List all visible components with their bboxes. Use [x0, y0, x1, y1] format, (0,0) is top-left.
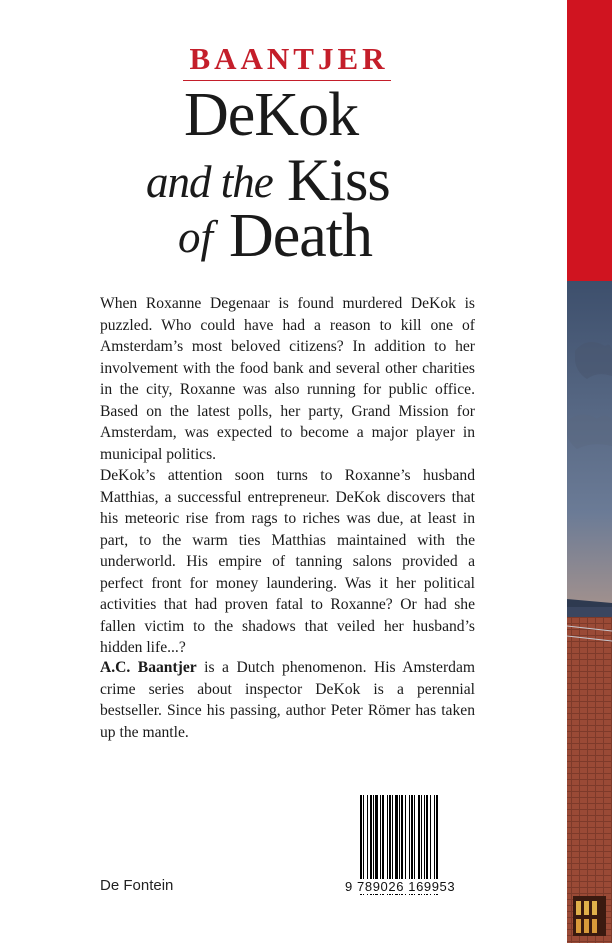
- title-line-2-italic: and the: [146, 157, 273, 207]
- author-name: BAANTJER: [189, 41, 389, 76]
- blurb-paragraph-2: DeKok’s attention soon turns to Roxanne’s husband Matthias, a successful entrepreneur. DeKok discovers that his meteoric rise from rags to riches was due, at least in part, to the warm ties Matthias maintained with the underworld. His empire of tanning salons provided a perfect front for money laundering. Was it her political activities that had proven fatal to Roxanne? Or had she fallen victim to the shadows that veiled her husband’s hidden life...?: [100, 467, 475, 656]
- red-band: [567, 0, 612, 281]
- isbn-number: 9 789026 169953: [343, 879, 480, 894]
- cover-front-edge: [567, 0, 612, 943]
- about-author-name: A.C. Baantjer: [100, 659, 197, 676]
- about-author-text: is a Dutch phenomenon. His Amsterdam crime series about inspector DeKok is a perennial bestseller. Since his passing, author Peter Römer has taken up the mantle.: [100, 659, 475, 741]
- cover-photo: [567, 281, 612, 943]
- title-line-1: DeKok: [184, 81, 359, 149]
- about-author: [100, 657, 475, 743]
- publisher-name: De Fontein: [100, 877, 174, 894]
- blurb-paragraph-1: When Roxanne Degenaar is found murdered DeKok is puzzled. Who could have had a reason to kill one of Amsterdam’s most beloved citizens? In addition to her involvement with the food bank and several other charities in the city, Roxanne was also running for public office. Based on the latest polls, her party, Grand Mission for Amsterdam, was expected to become a major player in municipal politics.: [100, 295, 475, 463]
- title-line-3: Death: [229, 202, 373, 270]
- title-line-3-italic: of: [178, 212, 214, 262]
- title-line-2: Kiss: [287, 147, 390, 213]
